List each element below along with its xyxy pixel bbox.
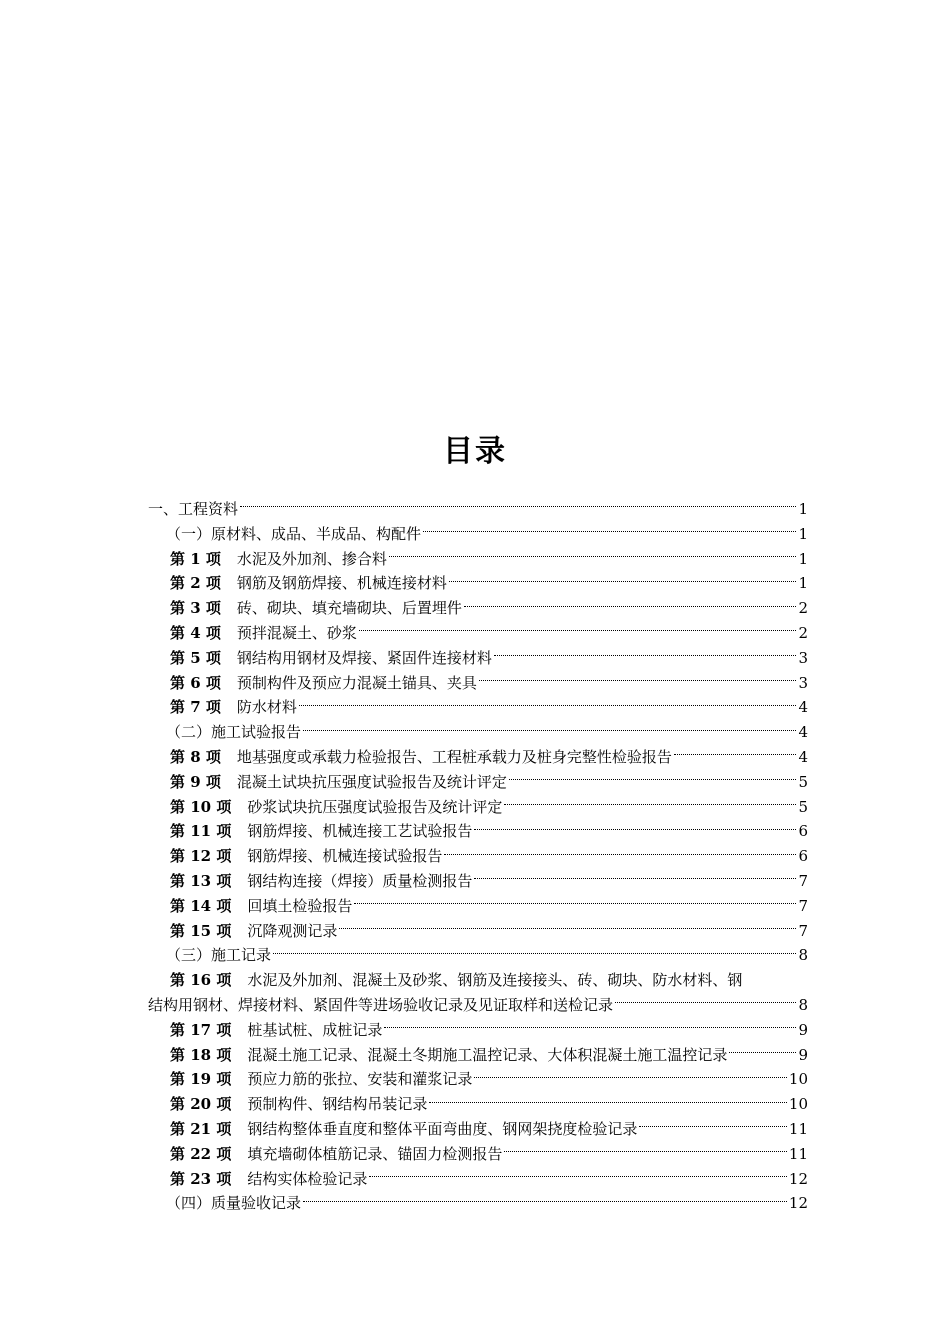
toc-leader-dots <box>674 753 797 755</box>
toc-leader-dots <box>369 1175 787 1177</box>
toc-entry-page: 4 <box>798 698 808 717</box>
toc-entry[interactable] <box>148 745 808 770</box>
toc-leader-dots <box>359 629 797 631</box>
toc-entry-page: 6 <box>798 847 808 866</box>
toc-entry[interactable] <box>148 720 808 745</box>
toc-entry-number: 第 6 项 <box>170 673 221 692</box>
toc-entry-page: 1 <box>798 524 808 543</box>
toc-entry-number: 第 2 项 <box>170 574 221 593</box>
toc-entry[interactable] <box>148 869 808 894</box>
toc-entry-page: 5 <box>798 772 808 791</box>
toc-entry-label: 钢筋及钢筋焊接、机械连接材料 <box>236 574 447 593</box>
toc-entry-page: 1 <box>798 574 808 593</box>
toc-leader-dots <box>273 952 796 954</box>
toc-entry-number: 第 23 项 <box>170 1169 232 1188</box>
toc-entry[interactable] <box>148 819 808 844</box>
toc-entry[interactable] <box>148 1167 808 1192</box>
toc-entry-label: 预应力筋的张拉、安装和灌浆记录 <box>247 1070 473 1089</box>
toc-leader-dots <box>240 505 796 507</box>
toc-leader-dots <box>354 902 796 904</box>
toc-entry-number: 第 7 项 <box>170 698 221 717</box>
toc-entry-page: 6 <box>798 822 808 841</box>
toc-entry-label: 混凝土试块抗压强度试验报告及统计评定 <box>236 772 507 791</box>
toc-entry-label: 一、工程资料 <box>148 500 239 518</box>
toc-entry-number: 第 17 项 <box>170 1020 232 1039</box>
toc-leader-dots <box>339 927 796 929</box>
toc-entry-label: 防水材料 <box>236 698 297 717</box>
toc-entry-number: 第 19 项 <box>170 1070 232 1089</box>
toc-entry[interactable] <box>148 795 808 820</box>
toc-entry-label: 结构实体检验记录 <box>247 1169 368 1188</box>
toc-entry[interactable] <box>148 646 808 671</box>
toc-leader-dots <box>384 1026 796 1028</box>
toc-leader-dots <box>479 679 797 681</box>
toc-entry[interactable] <box>148 571 808 596</box>
toc-entry-label: 预制构件、钢结构吊装记录 <box>247 1095 428 1114</box>
toc-entry-page: 10 <box>788 1095 808 1114</box>
toc-entry-label: 沉降观测记录 <box>247 921 338 940</box>
toc-list <box>148 497 808 1216</box>
toc-leader-dots <box>494 654 797 656</box>
toc-entry-page: 8 <box>798 946 808 965</box>
toc-entry-page: 8 <box>798 995 808 1014</box>
toc-entry-label: （一）原材料、成品、半成品、构配件 <box>166 524 422 543</box>
toc-entry[interactable] <box>148 1092 808 1117</box>
toc-entry-page: 12 <box>788 1169 808 1188</box>
toc-leader-dots <box>509 778 797 780</box>
toc-entry-label: 钢结构整体垂直度和整体平面弯曲度、钢网架挠度检验记录 <box>247 1119 638 1138</box>
toc-entry[interactable] <box>148 695 808 720</box>
toc-leader-dots <box>449 580 797 582</box>
toc-entry[interactable] <box>148 770 808 795</box>
toc-entry[interactable] <box>148 497 808 522</box>
toc-entry[interactable] <box>148 894 808 919</box>
toc-entry-number: 第 15 项 <box>170 921 232 940</box>
toc-leader-dots <box>444 853 796 855</box>
toc-entry-label: 水泥及外加剂、混凝土及砂浆、钢筋及连接接头、砖、砌块、防水材料、钢 <box>247 971 743 990</box>
toc-entry[interactable] <box>148 1018 808 1043</box>
toc-leader-dots <box>389 555 797 557</box>
toc-entry-page: 4 <box>798 723 808 742</box>
toc-entry-number: 第 12 项 <box>170 847 232 866</box>
toc-entry[interactable] <box>148 596 808 621</box>
toc-entry-page: 9 <box>798 1045 808 1064</box>
toc-entry-number: 第 21 项 <box>170 1119 232 1138</box>
toc-entry[interactable] <box>148 547 808 572</box>
toc-entry[interactable] <box>148 1117 808 1142</box>
toc-entry-number: 第 9 项 <box>170 772 221 791</box>
toc-entry-number: 第 5 项 <box>170 648 221 667</box>
toc-entry-label: 结构用钢材、焊接材料、紧固件等进场验收记录及见证取样和送检记录 <box>148 995 614 1014</box>
toc-entry-page: 2 <box>798 623 808 642</box>
toc-entry-number: 第 18 项 <box>170 1045 232 1064</box>
toc-entry-label: 混凝土施工记录、混凝土冬期施工温控记录、大体积混凝土施工温控记录 <box>247 1045 728 1064</box>
toc-entry-label: 钢筋焊接、机械连接工艺试验报告 <box>247 822 473 841</box>
toc-entry-number: 第 10 项 <box>170 797 232 816</box>
toc-leader-dots <box>303 729 796 731</box>
toc-entry-page: 5 <box>798 797 808 816</box>
toc-entry[interactable] <box>148 1067 808 1092</box>
toc-entry-label: （四）质量验收记录 <box>166 1194 302 1213</box>
toc-leader-dots <box>615 1001 796 1003</box>
toc-entry-number: 第 20 项 <box>170 1095 232 1114</box>
toc-leader-dots <box>639 1125 787 1127</box>
toc-entry-page: 4 <box>798 747 808 766</box>
toc-entry[interactable] <box>148 919 808 944</box>
toc-entry[interactable] <box>148 671 808 696</box>
toc-entry[interactable] <box>148 1142 808 1167</box>
toc-entry[interactable] <box>148 621 808 646</box>
toc-leader-dots <box>429 1101 787 1103</box>
toc-leader-dots <box>504 1150 787 1152</box>
toc-entry-16-line2[interactable] <box>148 993 808 1018</box>
toc-entry-label: 钢筋焊接、机械连接试验报告 <box>247 847 443 866</box>
toc-leader-dots <box>474 1076 787 1078</box>
toc-leader-dots <box>504 803 796 805</box>
toc-entry-number: 第 8 项 <box>170 747 221 766</box>
toc-entry-16-line1[interactable] <box>148 968 808 993</box>
toc-entry-label: （二）施工试验报告 <box>166 723 302 742</box>
toc-entry-label: 钢结构连接（焊接）质量检测报告 <box>247 871 473 890</box>
toc-entry-page: 3 <box>798 673 808 692</box>
toc-leader-dots <box>729 1051 796 1053</box>
toc-entry-label: 砂浆试块抗压强度试验报告及统计评定 <box>247 797 503 816</box>
toc-entry-label: 回填土检验报告 <box>247 896 353 915</box>
toc-entry-number: 第 22 项 <box>170 1144 232 1163</box>
toc-entry-label: （三）施工记录 <box>166 946 272 965</box>
toc-entry-number: 第 11 项 <box>170 822 232 841</box>
toc-entry-label: 水泥及外加剂、掺合料 <box>236 549 387 568</box>
toc-entry-number: 第 16 项 <box>170 971 232 990</box>
toc-entry-page: 9 <box>798 1020 808 1039</box>
toc-entry[interactable] <box>148 1043 808 1068</box>
toc-entry-page: 11 <box>788 1119 808 1138</box>
toc-entry-label: 填充墙砌体植筋记录、锚固力检测报告 <box>247 1144 503 1163</box>
toc-entry-number: 第 1 项 <box>170 549 221 568</box>
toc-entry-page: 11 <box>788 1144 808 1163</box>
toc-leader-dots <box>474 877 796 879</box>
toc-entry-page: 7 <box>798 896 808 915</box>
toc-entry[interactable] <box>148 1191 808 1216</box>
toc-entry[interactable] <box>148 943 808 968</box>
toc-entry-number: 第 14 项 <box>170 896 232 915</box>
toc-entry[interactable] <box>148 522 808 547</box>
toc-entry-page: 10 <box>788 1070 808 1089</box>
toc-entry-page: 3 <box>798 648 808 667</box>
toc-entry-page: 7 <box>798 871 808 890</box>
toc-entry-page: 1 <box>798 549 808 568</box>
toc-entry-label: 预拌混凝土、砂浆 <box>236 623 357 642</box>
page-title: 目录 <box>443 434 507 469</box>
toc-leader-dots <box>299 704 797 706</box>
toc-entry-label: 地基强度或承载力检验报告、工程桩承载力及桩身完整性检验报告 <box>236 747 672 766</box>
toc-entry-label: 预制构件及预应力混凝土锚具、夹具 <box>236 673 477 692</box>
toc-entry-label: 桩基试桩、成桩记录 <box>247 1020 383 1039</box>
toc-entry-page: 7 <box>798 921 808 940</box>
toc-entry-number: 第 4 项 <box>170 623 221 642</box>
toc-leader-dots <box>423 530 796 532</box>
toc-entry-page: 2 <box>798 599 808 618</box>
toc-leader-dots <box>474 828 796 830</box>
toc-entry-page: 1 <box>798 500 808 518</box>
toc-entry-number: 第 3 项 <box>170 599 221 618</box>
toc-leader-dots <box>303 1200 787 1202</box>
toc-entry-label: 钢结构用钢材及焊接、紧固件连接材料 <box>236 648 492 667</box>
toc-entry-label: 砖、砌块、填充墙砌块、后置埋件 <box>236 599 462 618</box>
toc-entry[interactable] <box>148 844 808 869</box>
toc-entry-page: 12 <box>788 1194 808 1213</box>
toc-entry-number: 第 13 项 <box>170 871 232 890</box>
toc-leader-dots <box>464 605 797 607</box>
